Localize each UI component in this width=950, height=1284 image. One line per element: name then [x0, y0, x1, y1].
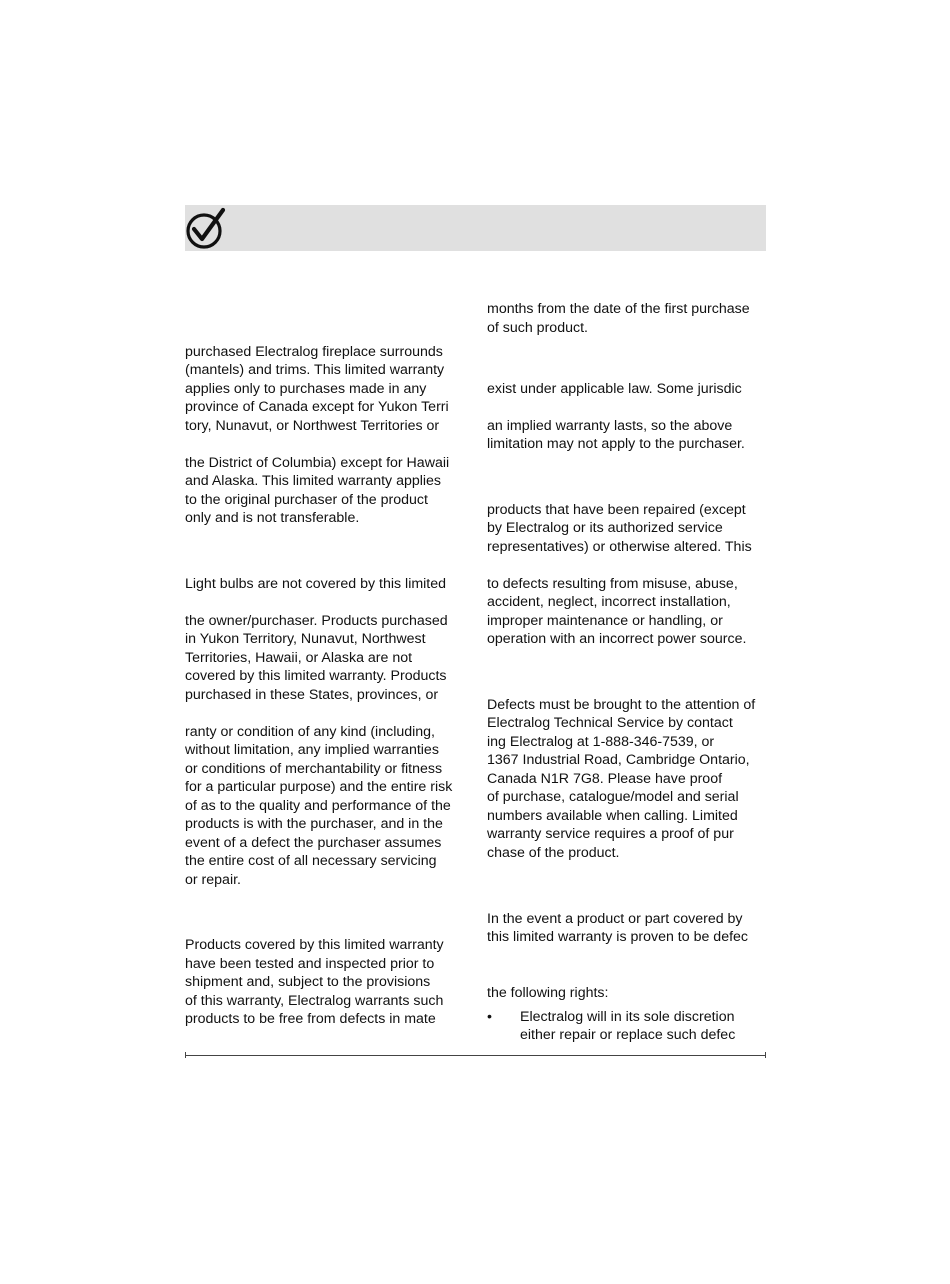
text-line: representatives) or otherwise altered. This — [487, 539, 752, 555]
bullet-text-line: either repair or replace such defec — [520, 1027, 736, 1043]
text-line: warranty service requires a proof of pur — [487, 826, 734, 842]
text-line: 1367 Industrial Road, Cambridge Ontario, — [487, 752, 750, 768]
text-line: improper maintenance or handling, or — [487, 613, 723, 629]
text-line: Electralog Technical Service by contact — [487, 715, 733, 731]
text-line: the owner/purchaser. Products purchased — [185, 613, 448, 629]
text-line: purchased in these States, provinces, or — [185, 687, 439, 703]
footer-rule-tick-left — [185, 1052, 186, 1058]
text-line: of as to the quality and performance of the — [185, 798, 451, 814]
text-line: Defects must be brought to the attention of — [487, 697, 756, 713]
text-line: the District of Columbia) except for Hawaii — [185, 455, 450, 471]
text-line: accident, neglect, incorrect installation, — [487, 594, 731, 610]
text-line: in Yukon Territory, Nunavut, Northwest — [185, 631, 426, 647]
text-line: covered by this limited warranty. Products — [185, 668, 447, 684]
text-line: only and is not transferable. — [185, 510, 360, 526]
text-line: numbers available when calling. Limited — [487, 808, 738, 824]
text-line: exist under applicable law. Some jurisdic — [487, 381, 742, 397]
text-line: an implied warranty lasts, so the above — [487, 418, 733, 434]
text-line: or conditions of merchantability or fitness — [185, 761, 443, 777]
text-line: event of a defect the purchaser assumes — [185, 835, 442, 851]
text-line: chase of the product. — [487, 845, 620, 861]
text-line: have been tested and inspected prior to — [185, 956, 435, 972]
bullet-text-line: Electralog will in its sole discretion — [520, 1009, 735, 1025]
footer-rule — [185, 1055, 766, 1056]
text-line: Light bulbs are not covered by this limited — [185, 576, 447, 592]
text-line: to defects resulting from misuse, abuse, — [487, 576, 738, 592]
text-line: this limited warranty is proven to be defec — [487, 929, 749, 945]
header-band — [185, 205, 766, 251]
footer-rule-tick-right — [765, 1052, 766, 1058]
text-line: without limitation, any implied warranties — [185, 742, 439, 758]
text-line: Territories, Hawaii, or Alaska are not — [185, 650, 413, 666]
text-line: of purchase, catalogue/model and serial — [487, 789, 739, 805]
text-line: Canada N1R 7G8. Please have proof — [487, 771, 723, 787]
text-line: Products covered by this limited warranty — [185, 937, 444, 953]
text-line: for a particular purpose) and the entire risk — [185, 779, 453, 795]
text-line: of this warranty, Electralog warrants such — [185, 993, 444, 1009]
text-line: to the original purchaser of the product — [185, 492, 428, 508]
text-line: of such product. — [487, 320, 588, 336]
text-line: products to be free from defects in mate — [185, 1011, 436, 1027]
text-line: products that have been repaired (except — [487, 502, 746, 518]
text-line: In the event a product or part covered by — [487, 911, 743, 927]
text-line: by Electralog or its authorized service — [487, 520, 723, 536]
text-line: months from the date of the first purchase — [487, 301, 750, 317]
bullet-point: • — [487, 1009, 492, 1025]
text-line: operation with an incorrect power source. — [487, 631, 747, 647]
text-line: province of Canada except for Yukon Terri — [185, 399, 449, 415]
checkmark-circle-icon — [185, 207, 227, 249]
text-line: limitation may not apply to the purchaser. — [487, 436, 745, 452]
text-line: ranty or condition of any kind (including, — [185, 724, 435, 740]
text-line: purchased Electralog fireplace surrounds — [185, 344, 443, 360]
text-line: ing Electralog at 1-888-346-7539, or — [487, 734, 715, 750]
text-line: the entire cost of all necessary servicing — [185, 853, 437, 869]
text-line: or repair. — [185, 872, 241, 888]
text-line: and Alaska. This limited warranty applies — [185, 473, 442, 489]
text-line: shipment and, subject to the provisions — [185, 974, 431, 990]
text-line: tory, Nunavut, or Northwest Territories or — [185, 418, 440, 434]
text-line: applies only to purchases made in any — [185, 381, 427, 397]
text-line: the following rights: — [487, 985, 609, 1001]
text-line: (mantels) and trims. This limited warranty — [185, 362, 445, 378]
text-line: products is with the purchaser, and in the — [185, 816, 443, 832]
